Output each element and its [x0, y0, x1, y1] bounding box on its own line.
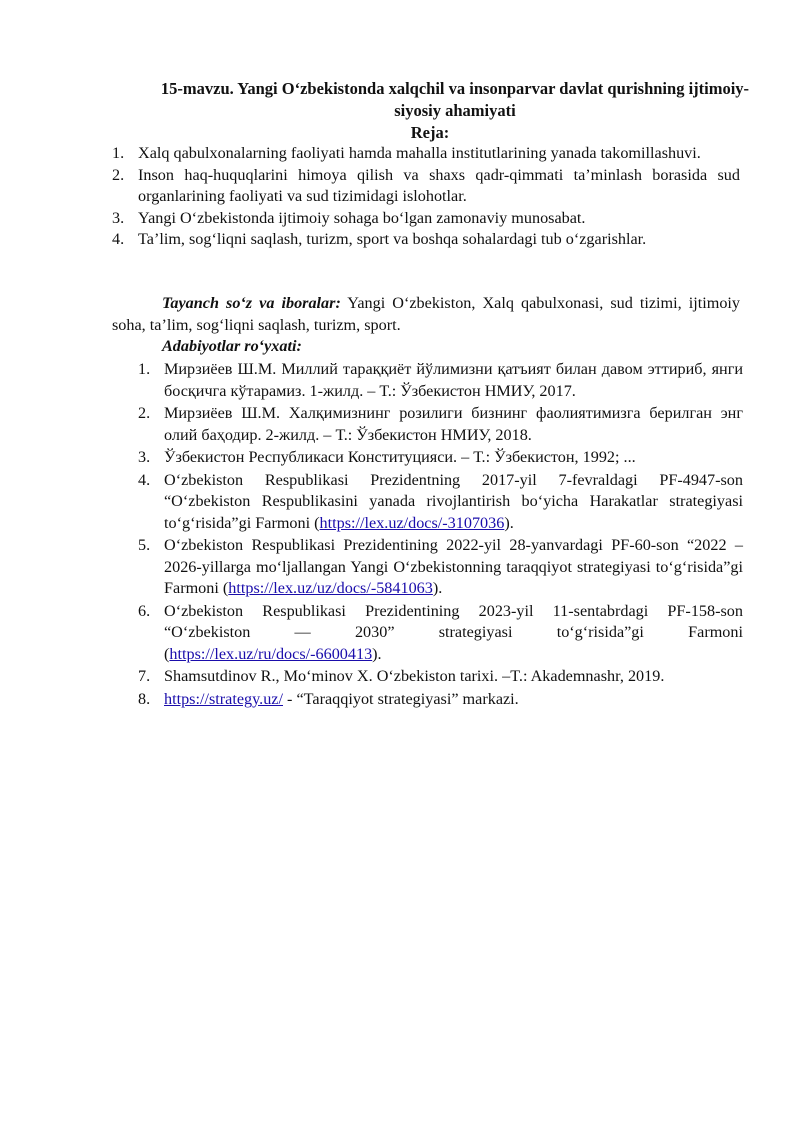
literature-link[interactable]: https://lex.uz/ru/docs/-6600413 [169, 644, 373, 663]
literature-item-text: Shamsutdinov R., Mo‘minov X. O‘zbekiston tarixi. –T.: Akademnashr, 2019. [164, 667, 665, 685]
literature-link[interactable]: https://lex.uz/docs/-3107036 [319, 513, 505, 532]
literature-item-text: Мирзиёев Ш.М. Миллий тараққиёт йўлимизни қатъият билан давом эттириб, янги босқичга кўтарамиз. 1-жилд. – Т.: Ўзбекистон НМИУ, 2017. [164, 360, 743, 400]
literature-item [138, 403, 743, 446]
literature-item-number: 5. [138, 536, 151, 554]
literature-item [138, 666, 743, 688]
plan-item-text: Inson haq-huquqlarini himoya qilish va shaxs qadr-qimmati ta’minlash borasida sud organlarining faoliyati va sud tizimidagi islohotlar. [138, 165, 740, 205]
literature-item [138, 601, 743, 666]
plan-item-number: 1. [112, 144, 125, 162]
plan-item [112, 208, 740, 230]
plan-item [112, 229, 740, 251]
plan-item-text: Yangi O‘zbekistonda ijtimoiy sohaga bo‘lgan zamonaviy munosabat. [138, 208, 586, 227]
literature-link[interactable]: https://strategy.uz/ [164, 689, 283, 708]
keywords-text: Yangi O‘zbekiston, Xalq qabulxonasi, sud tizimi, ijtimoiy soha, ta’lim, sog‘liqni saqlash, turizm, sport. [112, 294, 741, 334]
literature-item-text: O‘zbekiston Respublikasi Prezidentining 2023-yil 11-sentabrdagi PF-158-son “O‘zbekiston — 2030” strategiyasi to‘g‘risida”gi Farmoni ( [164, 601, 743, 663]
literature-item [138, 689, 743, 711]
plan-item [112, 165, 740, 208]
plan-list [112, 143, 740, 251]
document-title: 15-mavzu. Yangi O‘zbekistonda xalqchil va insonparvar davlat qurishning ijtimoiy-siyosiy ahamiyati [160, 79, 750, 120]
literature-item-number: 3. [138, 448, 151, 466]
literature-item [138, 447, 743, 469]
plan-item-number: 3. [112, 208, 125, 227]
literature-item [138, 535, 743, 600]
literature-item-number: 4. [138, 470, 151, 489]
literature-item-suffix: - “Taraqqiyot strategiyasi” markazi. [283, 689, 519, 708]
keywords-paragraph [112, 293, 740, 336]
literature-item-text: Ўзбекистон Республикаси Конституцияси. – Т.: Ўзбекистон, 1992; ... [164, 448, 636, 466]
plan-item-number: 2. [112, 165, 125, 184]
literature-item-number: 1. [138, 360, 151, 378]
literature-list [138, 359, 743, 711]
plan-item-number: 4. [112, 230, 125, 248]
literature-item-text: Мирзиёев Ш.М. Халқимизнинг розилиги бизнинг фаолиятимизга берилган энг олий баҳодир. 2-жилд. – Т.: Ўзбекистон НМИУ, 2018. [164, 404, 743, 444]
literature-item-text: O‘zbekiston Respublikasi Prezidentning 2017-yil 7-fevraldagi PF-4947-son “O‘zbekiston Respublikasini yanada rivojlantirish bo‘yicha Harakatlar strategiyasi to‘g‘risida”gi Farmoni ( [164, 470, 743, 532]
keywords-heading: Tayanch so‘z va iboralar: [162, 294, 341, 312]
literature-item-number: 6. [138, 601, 151, 620]
plan-item [112, 143, 740, 165]
plan-item-text: Ta’lim, sog‘liqni saqlash, turizm, sport va boshqa sohalardagi tub o‘zgarishlar. [138, 230, 647, 248]
literature-heading: Adabiyotlar ro‘yxati: [162, 337, 302, 355]
plan-heading: Reja: [410, 123, 450, 142]
literature-item-number: 7. [138, 667, 151, 685]
literature-link[interactable]: https://lex.uz/uz/docs/-5841063 [228, 579, 433, 597]
literature-item-suffix: ). [432, 579, 443, 597]
literature-item [138, 359, 743, 402]
literature-item-number: 2. [138, 404, 151, 422]
literature-item-number: 8. [138, 689, 151, 708]
literature-item-text: O‘zbekiston Respublikasi Prezidentining 2022-yil 28-yanvardagi PF-60-son “2022 – 2026-yillarga mo‘ljallangan Yangi O‘zbekistonning taraqqiyot strategiyasi to‘g‘risida”gi Farmoni ( [164, 536, 743, 597]
literature-item-suffix: ). [504, 513, 514, 532]
literature-item-suffix: ). [372, 644, 382, 663]
plan-item-text: Xalq qabulxonalarning faoliyati hamda mahalla institutlarining yanada takomillashuvi. [138, 144, 701, 162]
literature-item [138, 470, 743, 535]
